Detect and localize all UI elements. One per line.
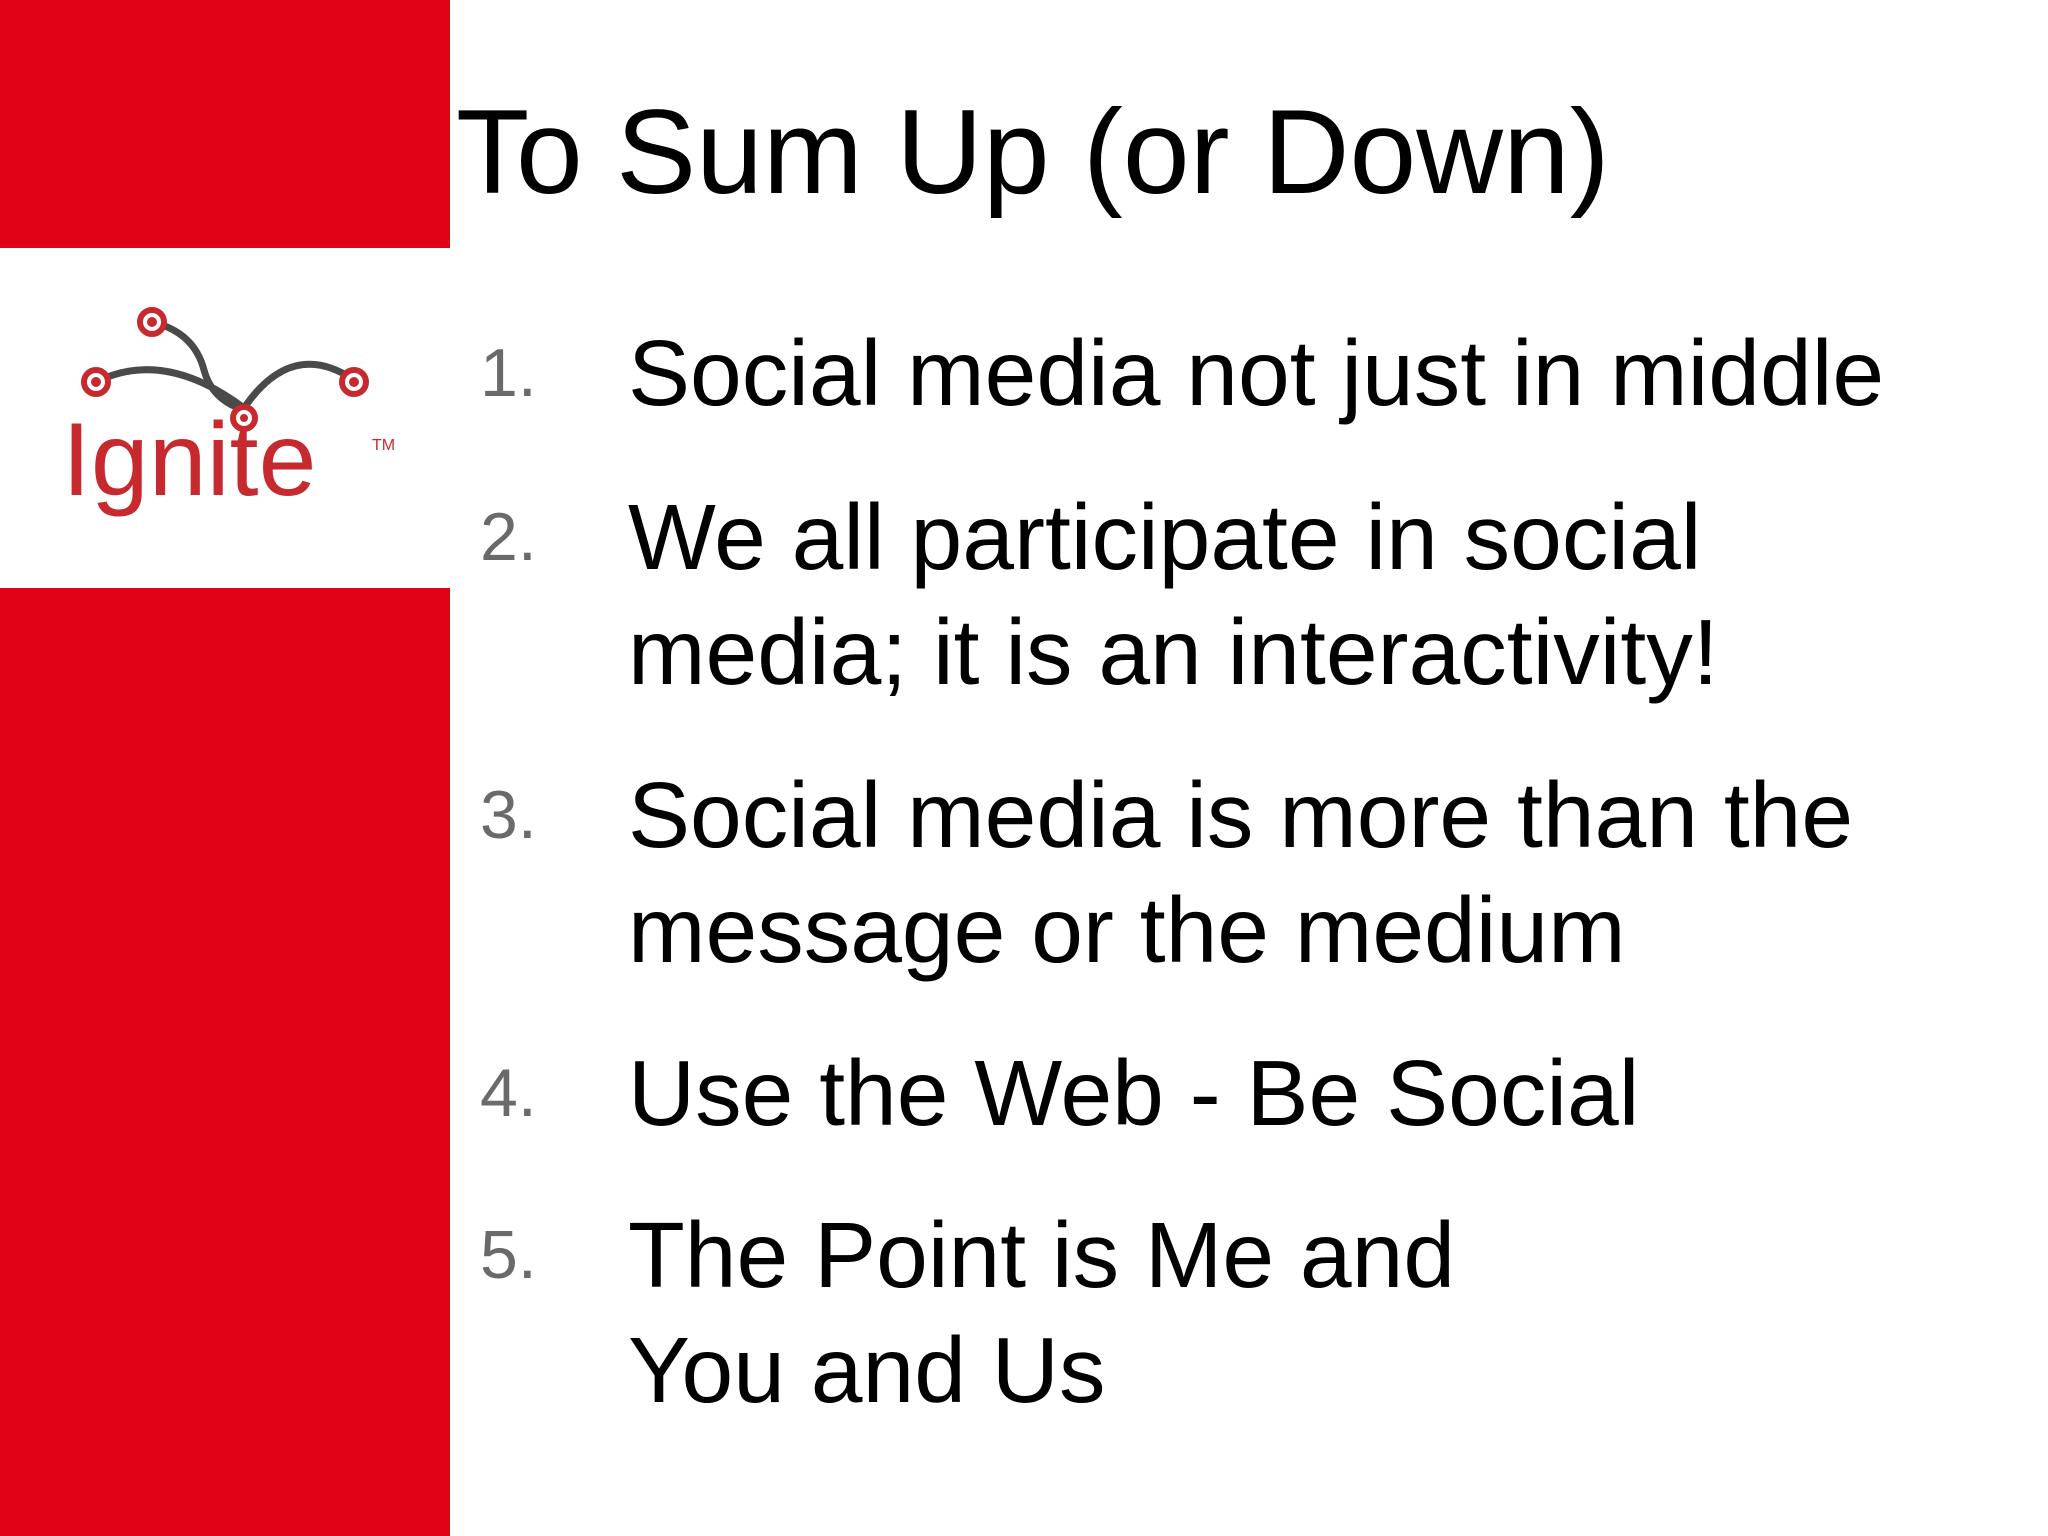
item-line: We all participate in social — [628, 485, 1702, 589]
ignite-logo — [44, 290, 424, 550]
item-line: message or the medium — [628, 878, 1626, 982]
item-line: media; it is an interactivity! — [628, 600, 1719, 704]
item-number: 2. — [480, 499, 537, 575]
item-line: Social media is more than the — [628, 763, 1854, 867]
item-line: Social media not just in middle — [628, 321, 1885, 425]
item-text — [628, 316, 2048, 431]
item-number: 5. — [480, 1217, 537, 1293]
item-number: 3. — [480, 777, 537, 853]
item-line: The Point is Me and — [628, 1203, 1456, 1307]
item-line: You and Us — [628, 1318, 1106, 1422]
logo-wordmark: Ignite — [62, 402, 317, 518]
red-band-top — [0, 0, 450, 248]
logo-trademark: TM — [372, 437, 396, 454]
item-text — [628, 758, 2048, 988]
item-line: Use the Web - Be Social — [628, 1041, 1640, 1145]
item-text — [628, 1198, 2048, 1428]
red-band-bottom — [0, 588, 450, 1536]
item-text — [628, 480, 2048, 710]
item-text — [628, 1036, 2048, 1151]
item-number: 1. — [480, 335, 537, 411]
slide-title: To Sum Up (or Down) — [456, 85, 1610, 219]
item-number: 4. — [480, 1055, 537, 1131]
